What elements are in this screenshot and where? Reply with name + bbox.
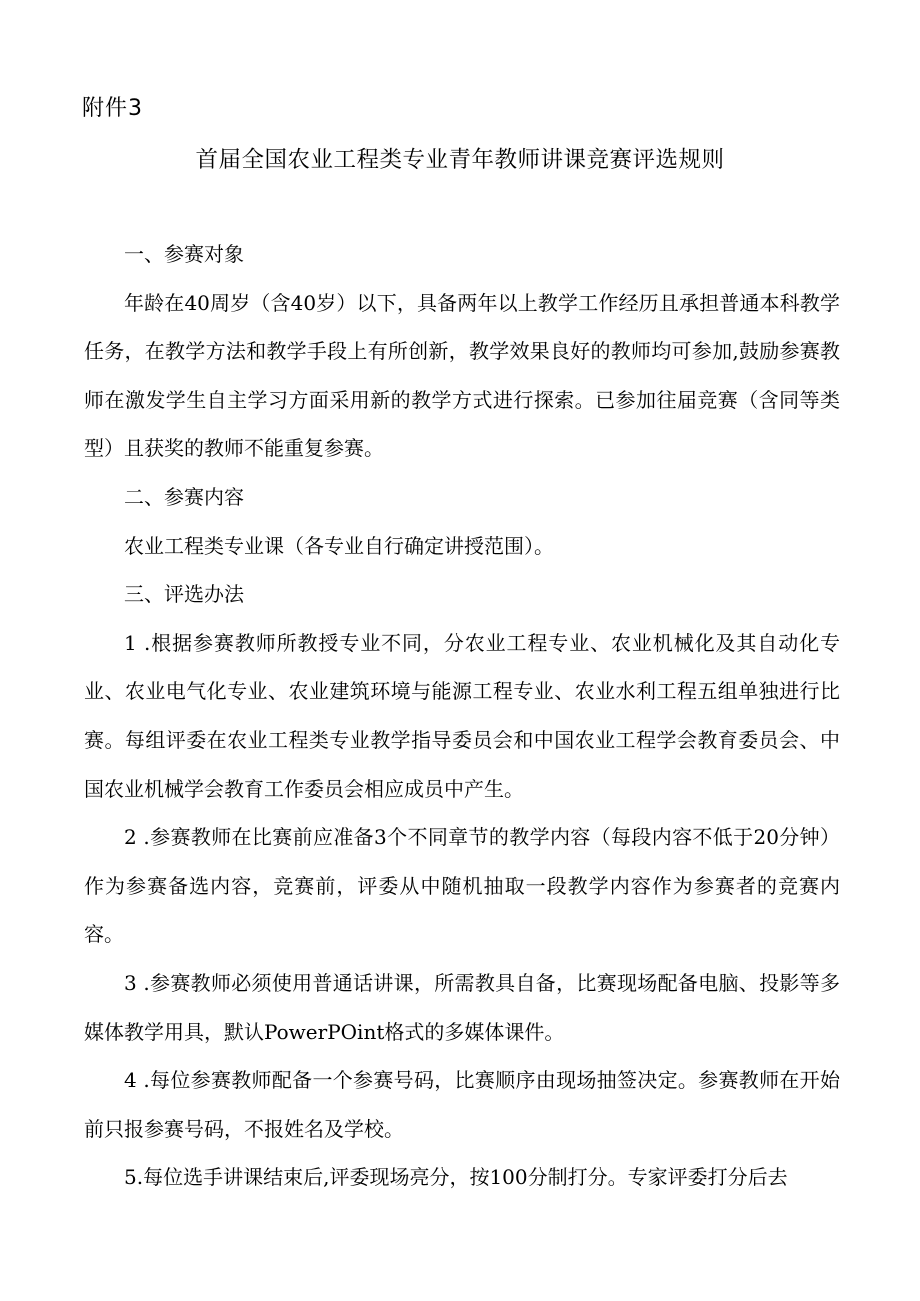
paragraph-content: 农业工程类专业课（各专业自行确定讲授范围）。 — [124, 533, 554, 558]
section-heading-content: 二、参赛内容 — [124, 484, 244, 509]
document-title: 首届全国农业工程类专业青年教师讲课竞赛评选规则 — [195, 147, 725, 173]
paragraph-method-5: 5.每位选手讲课结束后,评委现场亮分，按100分制打分。专家评委打分后去 — [124, 1165, 788, 1190]
document-body — [84, 230, 840, 1202]
paragraph-method-3: 3 .参赛教师必须使用普通话讲课，所需教具自备，比赛现场配备电脑、投影等多媒体教学用具，默认PowerPOint格式的多媒体课件。 — [84, 970, 840, 1044]
section-heading-participants: 一、参赛对象 — [124, 242, 244, 266]
paragraph-method-1: 1 .根据参赛教师所教授专业不同，分农业工程专业、农业机械化及其自动化专业、农业电气化专业、农业建筑环境与能源工程专业、农业水利工程五组单独进行比赛。每组评委在农业工程类专业教学指导委员会和中国农业工程学会教育委员会、中国农业机械学会教育工作委员会相应成员中产生。 — [84, 630, 840, 801]
section-heading-method: 三、评选办法 — [124, 582, 244, 607]
attachment-label: 附件3 — [82, 96, 143, 121]
paragraph-method-2: 2 .参赛教师在比赛前应准备3个不同章节的教学内容（每段内容不低于20分钟）作为参赛备选内容，竞赛前，评委从中随机抽取一段教学内容作为参赛者的竞赛内容。 — [84, 825, 840, 947]
paragraph-method-4: 4 .每位参赛教师配备一个参赛号码，比赛顺序由现场抽签决定。参赛教师在开始前只报参赛号码，不报姓名及学校。 — [84, 1068, 840, 1141]
paragraph-participants: 年龄在40周岁（含40岁）以下，具备两年以上教学工作经历且承担普通本科教学任务，在教学方法和教学手段上有所创新，教学效果良好的教师均可参加,鼓励参赛教师在激发学生自主学习方面采用新的教学方式进行探索。已参加往届竞赛（含同等类型）且获奖的教师不能重复参赛。 — [84, 290, 840, 461]
